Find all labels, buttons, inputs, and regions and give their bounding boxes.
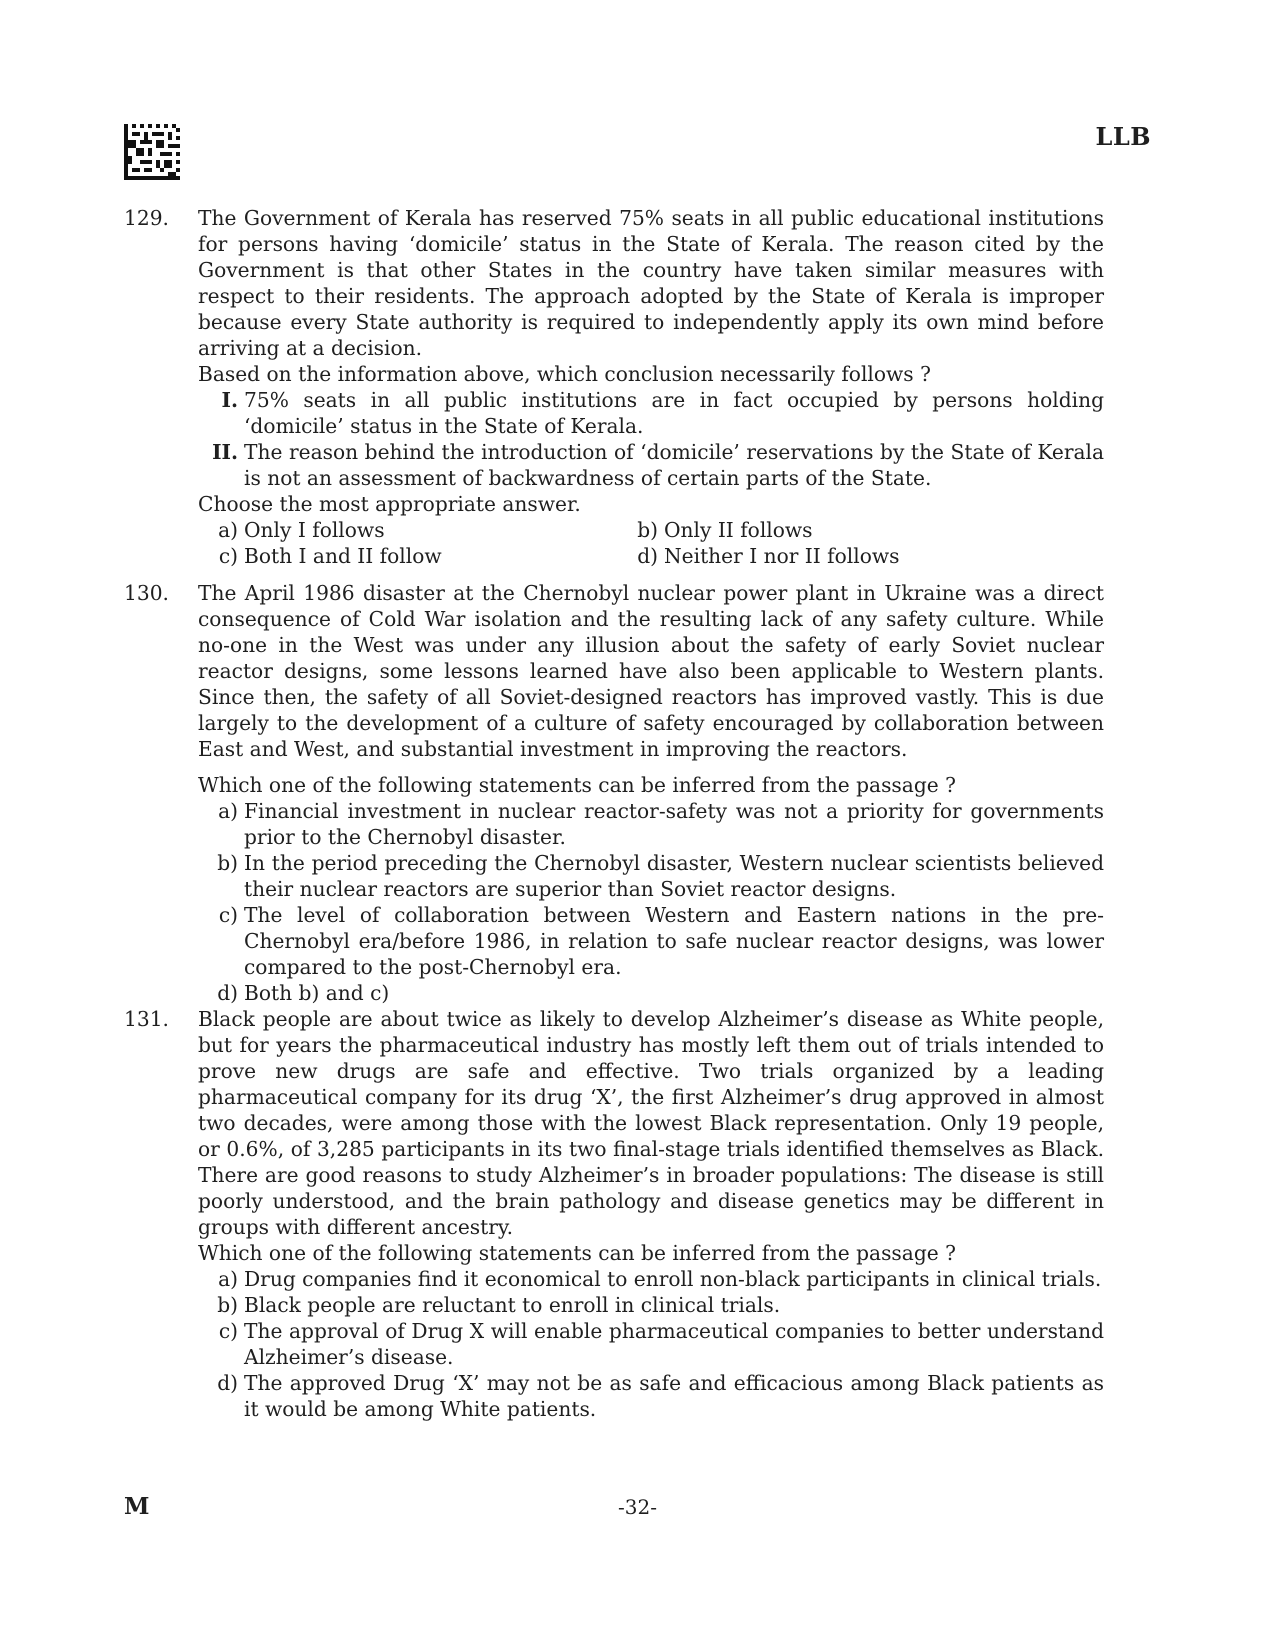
- option-label: d): [217, 981, 238, 1005]
- option-a: [198, 798, 1104, 850]
- question-passage: The April 1986 disaster at the Chernobyl nuclear power plant in Ukraine was a direct consequence of Cold War isolation and the resulting lack of any safety culture. While no-one in the West was under any illusion about the safety of early Soviet nuclear reactor designs, some lessons learned have also been applicable to Western plants. Since then, the safety of all Soviet-designed reactors has improved vastly. This is due largely to the development of a culture of safety encouraged by collaboration between East and West, and substantial investment in improving the reactors.: [198, 581, 1104, 761]
- question-number: 130.: [124, 581, 169, 605]
- option-d: [198, 980, 1104, 1006]
- option-text: The level of collaboration between Western and Eastern nations in the pre-Chernobyl era/before 1986, in relation to safe nuclear reactor designs, was lower compared to the post-Chernobyl era.: [244, 903, 1104, 979]
- statement-text: The reason behind the introduction of ‘domicile’ reservations by the State of Kerala is not an assessment of backwardness of certain parts of the State.: [244, 440, 1104, 490]
- option-label: a): [218, 799, 238, 823]
- set-code: M: [124, 1493, 150, 1520]
- question-instruction: Choose the most appropriate answer.: [198, 492, 581, 516]
- option-label: c): [218, 1319, 238, 1343]
- option-text: Black people are reluctant to enroll in clinical trials.: [244, 1293, 781, 1317]
- question-129: [124, 205, 1104, 569]
- option-label: a): [218, 1267, 238, 1291]
- datamatrix-barcode-icon: [124, 124, 180, 180]
- statement-text: 75% seats in all public institutions are in fact occupied by persons holding ‘domicile’ status in the State of Kerala.: [244, 388, 1104, 438]
- statement-label: II.: [212, 440, 238, 464]
- option-label: d): [217, 1371, 238, 1395]
- statement-i: [198, 387, 1104, 439]
- option-text: Neither I nor II follows: [664, 544, 900, 568]
- option-b: [198, 850, 1104, 902]
- question-prompt: Which one of the following statements can be inferred from the passage ?: [198, 773, 956, 797]
- question-prompt: Based on the information above, which conclusion necessarily follows ?: [198, 362, 931, 386]
- question-131: [124, 1006, 1104, 1422]
- question-passage: Black people are about twice as likely to develop Alzheimer’s disease as White people, but for years the pharmaceutical industry has mostly left them out of trials intended to prove new drugs are safe and effective. Two trials organized by a leading pharmaceutical company for its drug ‘X’, the first Alzheimer’s drug approved in almost two decades, were among those with the lowest Black representation. Only 19 people, or 0.6%, of 3,285 participants in its two final-stage trials identified themselves as Black. There are good reasons to study Alzheimer’s in broader populations: The disease is still poorly understood, and the brain pathology and disease genetics may be different in groups with different ancestry.: [198, 1007, 1104, 1239]
- option-label: d): [637, 544, 658, 568]
- question-number: 131.: [124, 1007, 169, 1031]
- paper-code: LLB: [1095, 122, 1151, 151]
- option-d: [618, 543, 1104, 569]
- statement-label: I.: [221, 388, 238, 412]
- option-label: b): [217, 851, 238, 875]
- option-label: b): [637, 518, 658, 542]
- option-text: The approval of Drug X will enable pharmaceutical companies to better understand Alzheimer’s disease.: [244, 1319, 1104, 1369]
- option-label: a): [218, 518, 238, 542]
- option-c: [198, 1318, 1104, 1370]
- option-text: Drug companies find it economical to enroll non-black participants in clinical trials.: [244, 1267, 1102, 1291]
- option-text: Both I and II follow: [244, 544, 442, 568]
- option-c: [198, 902, 1104, 980]
- statement-ii: [198, 439, 1104, 491]
- option-b: [618, 517, 1104, 543]
- option-a: [198, 1266, 1104, 1292]
- option-b: [198, 1292, 1104, 1318]
- option-text: Only I follows: [244, 518, 385, 542]
- option-label: c): [218, 544, 238, 568]
- option-label: c): [218, 903, 238, 927]
- option-text: In the period preceding the Chernobyl disaster, Western nuclear scientists believed their nuclear reactors are superior than Soviet reactor designs.: [244, 851, 1104, 901]
- question-number: 129.: [124, 206, 169, 230]
- option-text: Only II follows: [664, 518, 813, 542]
- option-a: [198, 517, 618, 543]
- question-passage: The Government of Kerala has reserved 75% seats in all public educational institutions for persons having ‘domicile’ status in the State of Kerala. The reason cited by the Government is that other States in the country have taken similar measures with respect to their residents. The approach adopted by the State of Kerala is improper because every State authority is required to independently apply its own mind before arriving at a decision.: [198, 206, 1104, 360]
- options-grid: [198, 517, 1104, 569]
- option-text: The approved Drug ‘X’ may not be as safe and efficacious among Black patients as it would be among White patients.: [244, 1371, 1104, 1421]
- question-130: [124, 580, 1104, 1006]
- option-text: Financial investment in nuclear reactor-safety was not a priority for governments prior to the Chernobyl disaster.: [244, 799, 1104, 849]
- page-number: -32-: [618, 1495, 657, 1519]
- option-label: b): [217, 1293, 238, 1317]
- question-prompt: Which one of the following statements can be inferred from the passage ?: [198, 1241, 956, 1265]
- option-text: Both b) and c): [244, 981, 390, 1005]
- option-c: [198, 543, 618, 569]
- option-d: [198, 1370, 1104, 1422]
